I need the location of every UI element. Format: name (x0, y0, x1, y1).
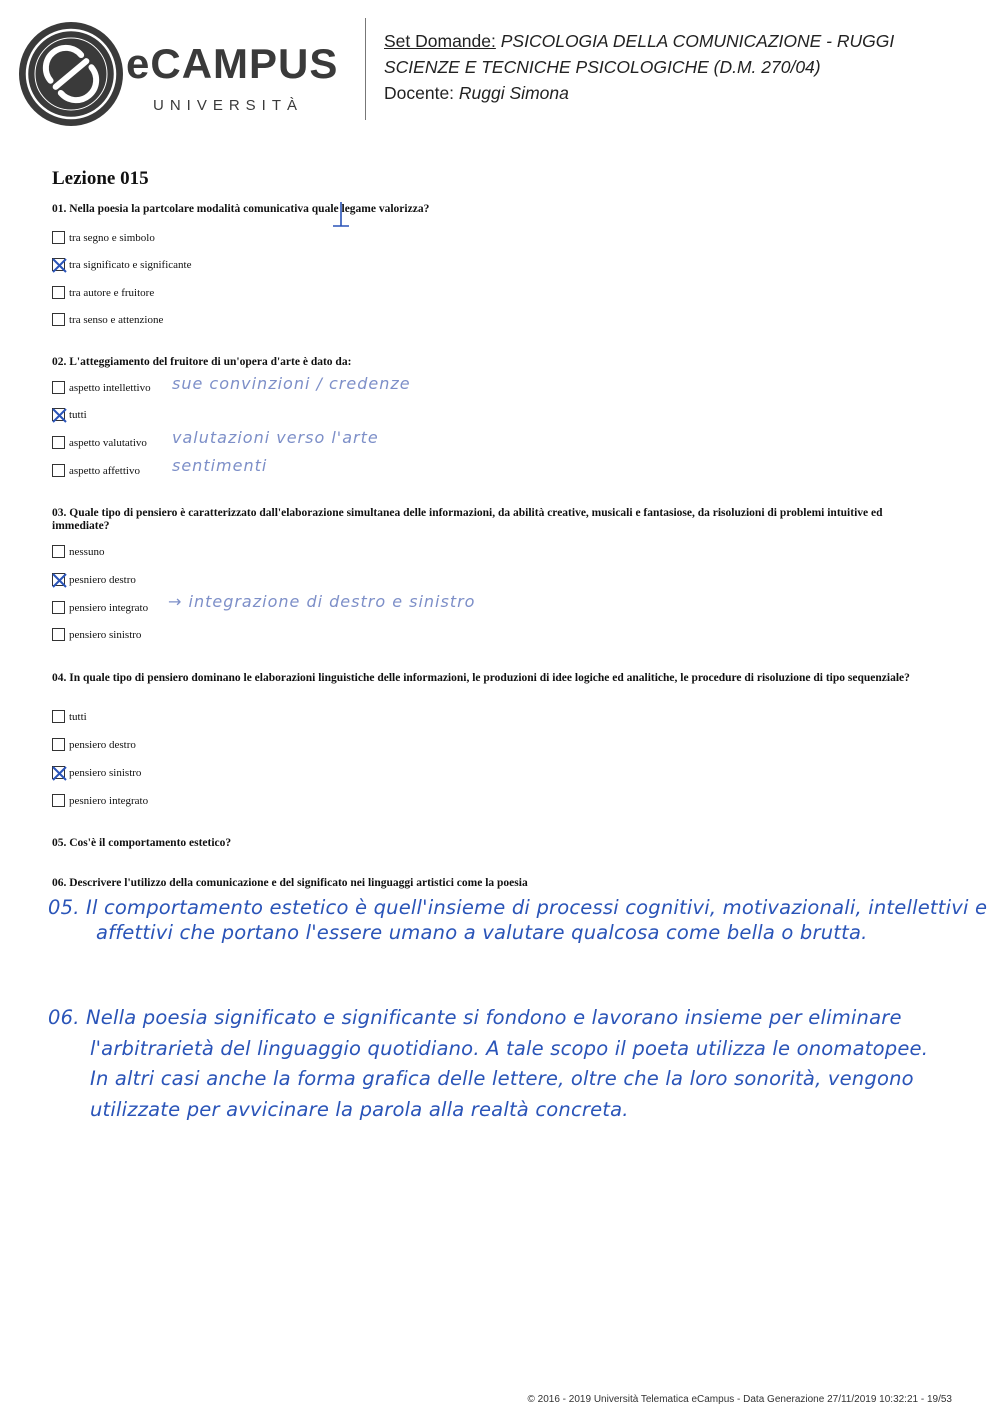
option-label: pensiero sinistro (69, 629, 142, 641)
question-05: 05. Cos'è il comportamento estetico? (52, 837, 232, 849)
x-mark-icon (51, 572, 68, 589)
question-06: 06. Descrivere l'utilizzo della comunicazione e del significato nei linguaggi artistici come la poesia (52, 877, 528, 889)
question-02: 02. L'atteggiamento del fruitore di un'opera d'arte è dato da: (52, 356, 352, 368)
option-label: tutti (69, 711, 87, 723)
checkbox-checked[interactable] (52, 408, 65, 421)
header-info (384, 28, 984, 106)
note-intellettivo: sue convinzioni / credenze (172, 374, 411, 393)
page-footer: © 2016 - 2019 Università Telematica eCampus - Data Generazione 27/11/2019 10:32:21 - 19/53 (527, 1394, 952, 1405)
checkbox-checked[interactable] (52, 258, 65, 271)
answer-line: In altri casi anche la forma grafica delle lettere, oltre che la loro sonorità, vengono (90, 1067, 914, 1090)
checkbox[interactable] (52, 628, 65, 641)
option-label: tutti (69, 409, 87, 421)
checkbox[interactable] (52, 738, 65, 751)
checkbox[interactable] (52, 710, 65, 723)
checkbox[interactable] (52, 601, 65, 614)
lesson-title: Lezione 015 (52, 168, 149, 189)
option-label: aspetto valutativo (69, 437, 147, 449)
course-name: SCIENZE E TECNICHE PSICOLOGICHE (D.M. 270/04) (384, 57, 821, 77)
checkbox[interactable] (52, 231, 65, 244)
checkbox[interactable] (52, 286, 65, 299)
answer-line: utilizzate per avvicinare la parola alla realtà concreta. (90, 1098, 629, 1121)
question-04: 04. In quale tipo di pensiero dominano le elaborazioni linguistiche delle informazioni, le produzioni di idee logiche ed analitiche, le procedure di risoluzione di tipo sequenziale? (52, 672, 910, 684)
cursor-mark-icon (330, 200, 352, 230)
x-mark-icon (51, 407, 68, 424)
option-label: tra senso e attenzione (69, 314, 164, 326)
header-divider (365, 18, 366, 120)
x-mark-icon (51, 765, 68, 782)
option-label: nessuno (69, 546, 105, 558)
answer-line: 05. Il comportamento estetico è quell'insieme di processi cognitivi, motivazionali, intellettivi e (48, 896, 988, 919)
teacher-label: Docente: (384, 83, 455, 103)
checkbox[interactable] (52, 545, 65, 558)
brand-subtitle: UNIVERSITÀ (153, 97, 304, 114)
option-label: pensiero destro (69, 739, 136, 751)
teacher-name: Ruggi Simona (458, 83, 569, 103)
checkbox[interactable] (52, 464, 65, 477)
option-label: pesniero integrato (69, 795, 149, 807)
option-label: tra significato e significante (69, 259, 192, 271)
answer-line: l'arbitrarietà del linguaggio quotidiano. A tale scopo il poeta utilizza le onomatopee. (90, 1037, 929, 1060)
note-affettivo: sentimenti (172, 456, 268, 475)
option-label: aspetto affettivo (69, 465, 140, 477)
option-label: tra autore e fruitore (69, 287, 155, 299)
question-01: 01. Nella poesia la partcolare modalità comunicativa quale legame valorizza? (52, 203, 430, 215)
option-label: pensiero sinistro (69, 767, 142, 779)
checkbox[interactable] (52, 313, 65, 326)
x-mark-icon (51, 257, 68, 274)
brand-name: eCAMPUS (126, 40, 339, 87)
question-03: 03. Quale tipo di pensiero è caratterizzato dall'elaborazione simultanea delle informazioni, da abilità creative, musicali e fantasiose, da risoluzioni di problemi intuitive ed immediate? (52, 507, 883, 532)
checkbox-checked[interactable] (52, 573, 65, 586)
option-label: aspetto intellettivo (69, 382, 151, 394)
answer-line: 06. Nella poesia significato e significante si fondono e lavorano insieme per eliminare (48, 1006, 902, 1029)
checkbox[interactable] (52, 436, 65, 449)
note-integrato: → integrazione di destro e sinistro (168, 592, 476, 611)
note-valutativo: valutazioni verso l'arte (172, 428, 379, 447)
checkbox[interactable] (52, 381, 65, 394)
checkbox[interactable] (52, 794, 65, 807)
set-value: PSICOLOGIA DELLA COMUNICAZIONE - RUGGI (500, 31, 895, 51)
option-label: pensiero integrato (69, 602, 149, 614)
checkbox-checked[interactable] (52, 766, 65, 779)
set-label: Set Domande: (384, 31, 496, 51)
answer-line: affettivi che portano l'essere umano a valutare qualcosa come bella o brutta. (96, 921, 868, 944)
option-label: tra segno e simbolo (69, 232, 155, 244)
option-label: pesniero destro (69, 574, 136, 586)
